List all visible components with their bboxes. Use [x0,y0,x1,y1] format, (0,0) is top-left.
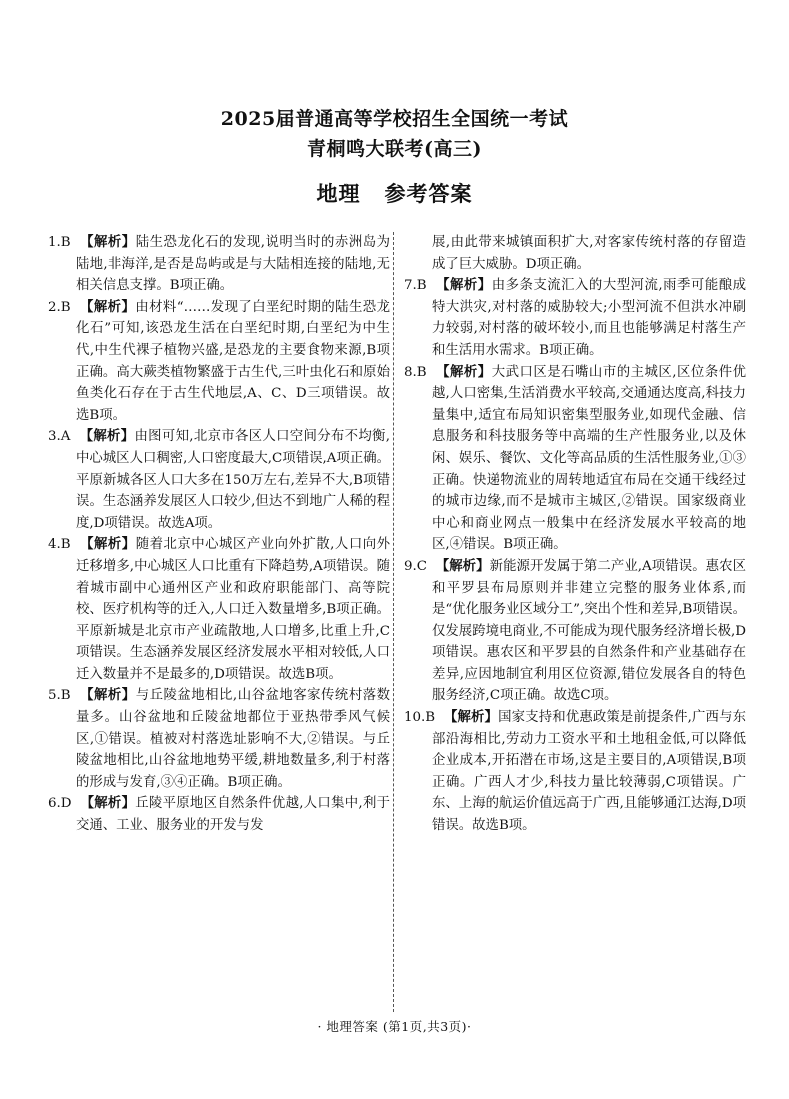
answer-item [404,556,746,707]
answer-text: 陆生恐龙化石的发现,说明当时的赤洲岛为陆地,非海洋,是否是岛屿或是与大陆相连接的陆地,无相关信息支撑。B项正确。 [76,235,390,294]
answer-number: 6.D [48,796,72,812]
answer-item [404,707,746,837]
analysis-tag: 【解析】 [80,299,136,315]
doc-type-label: 参考答案 [384,181,473,206]
answer-text: 新能源开发属于第二产业,A项错误。惠农区和平罗县布局原则并非建立完整的服务业体系,而是“优化服务业区域分工”,突出个性和差异,B项错误。仅发展跨境电商业,不可能成为现代服务经济增长极,D项错误。惠农区和平罗县的自然条件和产业基础存在差异,应因地制宜利用区位资源,错位发展各自的特色服务经济,C项正确。故选C项。 [432,558,747,704]
right-column [404,232,746,837]
analysis-tag: 【解析】 [436,364,492,380]
column-divider [393,232,394,1012]
analysis-tag: 【解析】 [443,710,499,726]
answer-item [48,685,390,793]
analysis-tag: 【解析】 [79,429,135,445]
section-title [0,178,789,208]
analysis-tag: 【解析】 [80,537,136,553]
answer-item [48,426,390,534]
answer-item [48,297,390,427]
answer-text: 随着北京中心城区产业向外扩散,人口向外迁移增多,中心城区人口比重有下降趋势,A项错误。随着城市副中心通州区产业和政府职能部门、高等院校、医疗机构等的迁入,人口迁入数量增多,B项正确。平原新城是北京市产业疏散地,人口增多,比重上升,C项错误。生态涵养发展区经济发展水平相对较低,人口迁入数量并不是最多的,D项错误。故选B项。 [76,537,390,682]
answer-item [404,362,746,556]
answer-number: 3.A [48,429,71,445]
answer-text: 与丘陵盆地相比,山谷盆地客家传统村落数量多。山谷盆地和丘陵盆地都位于亚热带季风气候区,①错误。植被对村落选址影响不大,②错误。与丘陵盆地相比,山谷盆地地势平缓,耕地数量多,利于村落的形成与发育,③④正确。B项正确。 [76,688,390,790]
answer-text: 由多条支流汇入的大型河流,雨季可能酿成特大洪灾,对村落的威胁较大;小型河流不但洪水冲刷力较弱,对村落的破坏较小,而且也能够满足村落生产和生活用水需求。B项正确。 [432,278,746,358]
answer-number: 9.C [404,558,428,574]
left-column [48,232,390,837]
page-footer: · 地理答案 (第1页,共3页)· [317,1019,472,1034]
exam-subtitle: 青桐鸣大联考(高三) [307,138,482,160]
answer-number: 4.B [48,537,71,553]
analysis-tag: 【解析】 [80,688,136,704]
answer-number: 7.B [404,278,427,294]
answer-number: 2.B [48,299,71,315]
analysis-tag: 【解析】 [436,278,492,294]
answer-text: 丘陵平原地区自然条件优越,人口集中,利于交通、工业、服务业的开发与发 [76,796,391,834]
answer-text: 由材料“……发现了白垩纪时期的陆生恐龙化石”可知,该恐龙生活在白垩纪时期,白垩纪为中生代,中生代裸子植物兴盛,是恐龙的主要食物来源,B项正确。高大蕨类植物繁盛于古生代,三叶虫化石和原始鱼类化石存在于古生代地层,A、C、D三项错误。故选B项。 [76,299,390,423]
answer-text: 由图可知,北京市各区人口空间分布不均衡,中心城区人口稠密,人口密度最大,C项错误,A项正确。平原新城各区人口大多在150万左右,差异不大,B项错误。生态涵养发展区人口较少,但达不到地广人稀的程度,D项错误。故选A项。 [76,429,391,531]
answer-item [404,275,746,361]
answer-number: 8.B [404,364,427,380]
answer-number: 5.B [48,688,71,704]
answer-number: 10.B [404,710,436,726]
answer-text: 国家支持和优惠政策是前提条件,广西与东部沿海相比,劳动力工资水平和土地租金低,可以降低企业成本,开拓潜在市场,这是主要目的,A项错误,B项正确。广西人才少,科技力量比较薄弱,C项错误。广东、上海的航运价值远高于广西,且能够通江达海,D项错误。故选B项。 [432,710,747,834]
answer-item [48,534,390,685]
answer-text: 大武口区是石嘴山市的主城区,区位条件优越,人口密集,生活消费水平较高,交通通达度高,科技力量集中,适宜布局知识密集型服务业,如现代金融、信息服务和科技服务等中高端的生产性服务业,以及休闲、娱乐、餐饮、文化等高品质的生活性服务业,①③正确。快递物流业的周转地适宜布局在交通干线经过的城市边缘,而不是城市主城区,②错误。国家级商业中心和商业网点一般集中在经济发展水平较高的地区,④错误。B项正确。 [432,364,746,553]
analysis-tag: 【解析】 [80,235,136,250]
answer-number: 1.B [48,235,71,250]
exam-title: 2025届普通高等学校招生全国统一考试 [220,108,569,130]
answer-item [48,793,390,836]
answer-continuation: 展,由此带来城镇面积扩大,对客家传统村落的存留造成了巨大威胁。D项正确。 [432,235,746,272]
analysis-tag: 【解析】 [435,558,490,574]
answer-item [48,232,390,297]
subject-label: 地理 [316,181,361,206]
analysis-tag: 【解析】 [80,796,136,812]
